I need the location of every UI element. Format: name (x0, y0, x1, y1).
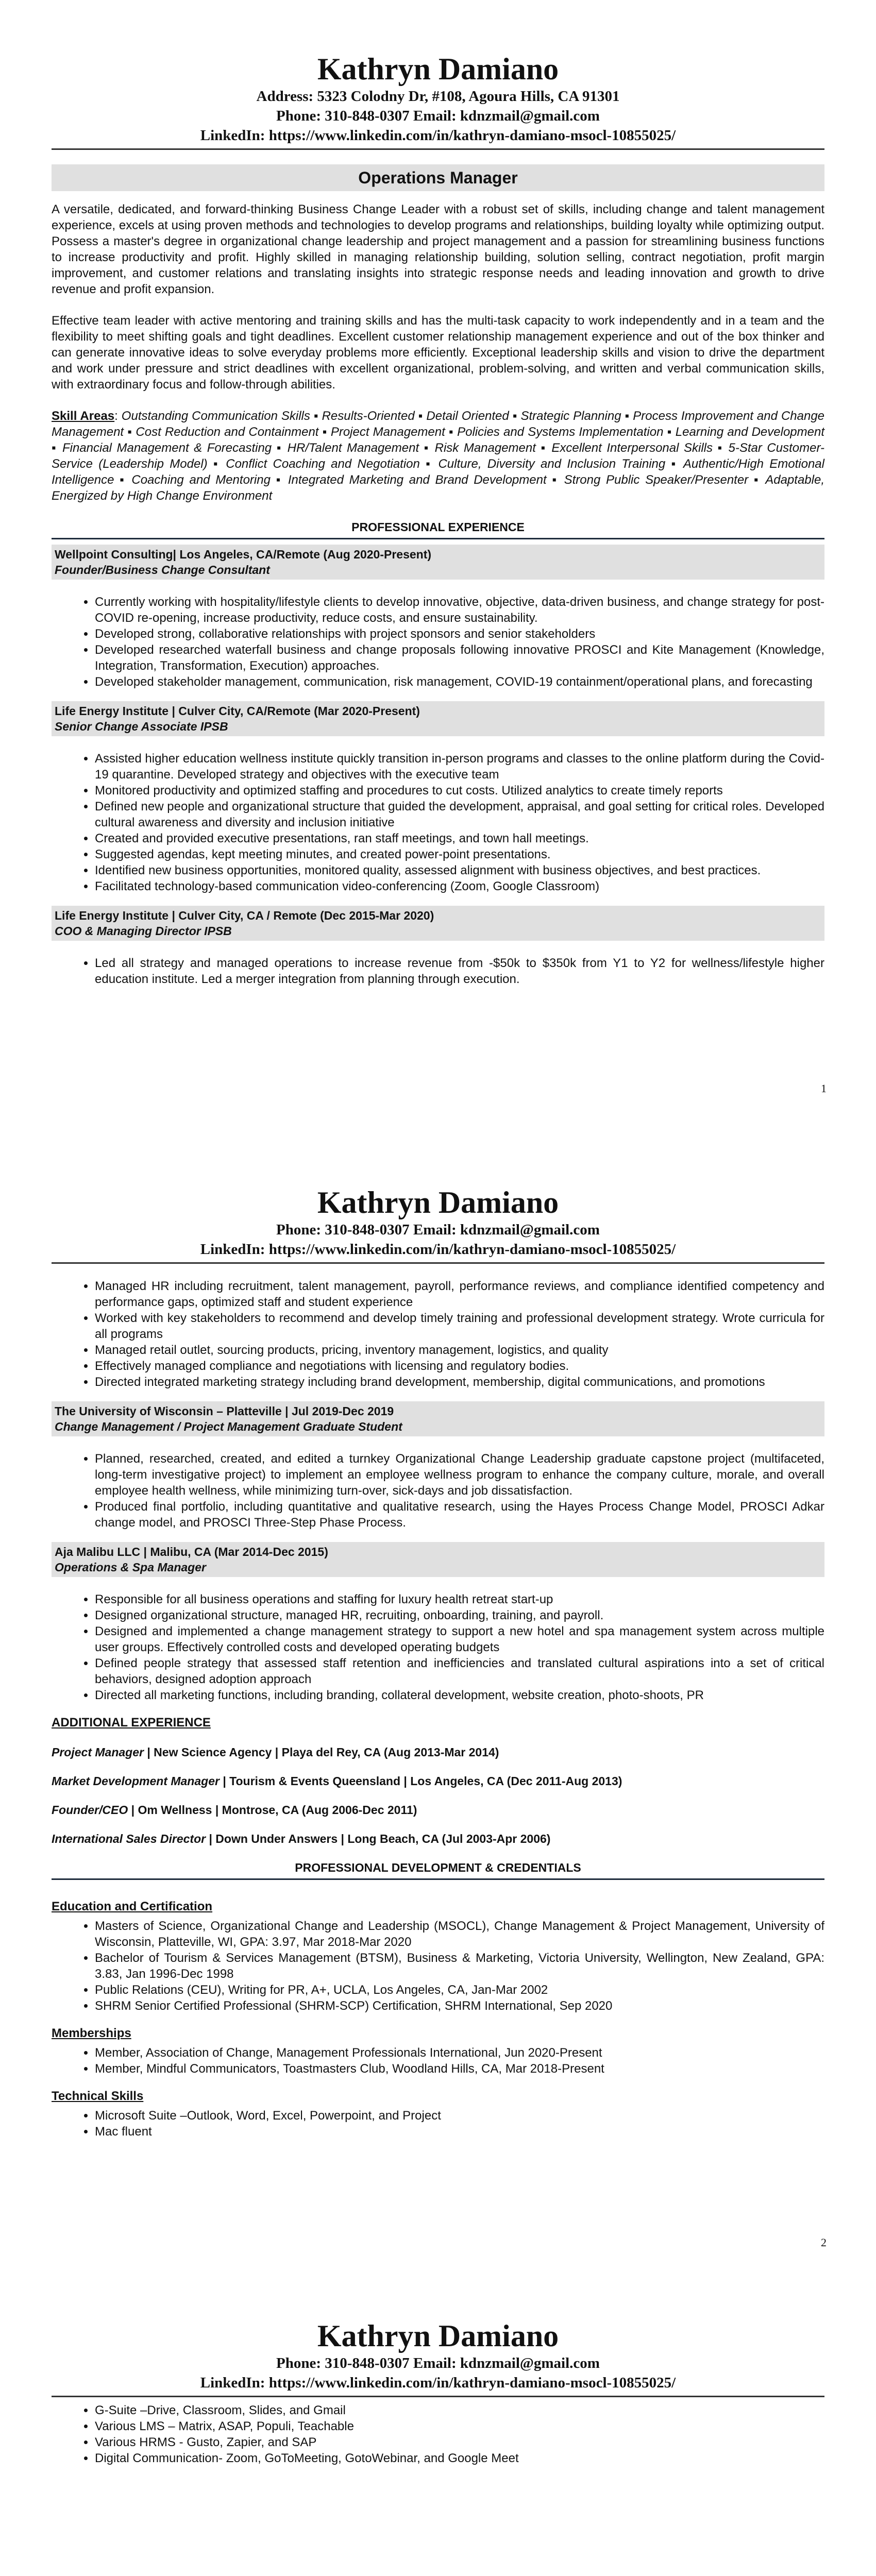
list-item: • Member, Association of Change, Management Professionals International, Jun 2020-Present (95, 2045, 824, 2061)
additional-role: Market Development Manager (52, 1774, 220, 1788)
skill-areas-list: Outstanding Communication Skills ▪ Results-Oriented ▪ Detail Oriented ▪ Strategic Planning ▪ Process Improvement and Change Management ▪ Cost Reduction and Containment ▪ Project Management ▪ Policies and Systems Implementation ▪ Learning and Development ▪ Financial Management & Forecasting ▪ HR/Talent Management ▪ Risk Management ▪ Excellent Interpersonal Skills ▪ 5-Star Customer-Service (Leadership Model) ▪ Conflict Coaching and Negotiation ▪ Culture, Diversity and Inclusion Training ▪ Authentic/High Emotional Intelligence ▪ Coaching and Mentoring ▪ Integrated Marketing and Brand Development ▪ Strong Public Speaker/Presenter ▪ Adaptable, Energized by High Change Environment (52, 409, 825, 503)
additional-experience-item (52, 1802, 824, 1818)
linkedin-line: LinkedIn: https://www.linkedin.com/in/kathryn-damiano-msocl-10855025/ (200, 127, 676, 144)
list-item: • Created and provided executive presentations, ran staff meetings, and town hall meetings. (95, 831, 824, 846)
memberships-list (69, 2045, 824, 2077)
linkedin-line: LinkedIn: https://www.linkedin.com/in/kathryn-damiano-msocl-10855025/ (200, 2375, 676, 2391)
list-item: • Developed stakeholder management, communication, risk management, COVID-19 containment/operational plans, and forecasting (95, 674, 824, 690)
list-item: • Managed retail outlet, sourcing products, pricing, inventory management, logistics, and quality (95, 1342, 824, 1358)
summary-paragraph: A versatile, dedicated, and forward-thinking Business Change Leader with a robust set of skills, including change and talent management experience, excels at using proven methods and technologies to develop programs and relationships, building loyalty while optimizing output. Possess a master's degree in organizational change leadership and project management and a passion for streamlining business functions to increase productivity and profit. Highly skilled in managing relationship building, solution selling, contract negotiation, profit margin improvement, and customer relations and translating insights into strategic response needs and leading innovation and growth to drive revenue and profit expansion. (52, 202, 824, 296)
resume-page-2 (0, 1133, 876, 2267)
technical-skills-list-continued (69, 2402, 824, 2466)
summary-paragraph: Effective team leader with active mentoring and training skills and has the multi-task capacity to work independently and in a team and the flexibility to meet shifting goals and tight deadlines. Excellent customer relationship management experience and out of the box thinker and can generate innovative ideas to solve everyday problems more efficiently. Exceptional leadership skills and vision to drive the department and work under pressure and strict deadlines with excellent organizational, problem-solving, and written and verbal communication skills, with extraordinary focus and follow-through abilities. (52, 314, 824, 392)
job-role: Change Management / Project Management Graduate Student (55, 1420, 402, 1433)
job-organization: Life Energy Institute | Culver City, CA / Remote (Dec 2015-Mar 2020) (55, 909, 434, 922)
job-organization: The University of Wisconsin – Platteville | Jul 2019-Dec 2019 (55, 1404, 394, 1418)
job-header (52, 701, 824, 736)
additional-role: Project Manager (52, 1745, 144, 1759)
additional-role: International Sales Director (52, 1832, 206, 1845)
list-item: • Managed HR including recruitment, talent management, payroll, performance reviews, and compliance identified competency and performance gaps, optimized staff and student experience (95, 1278, 824, 1310)
list-item: • G-Suite –Drive, Classroom, Slides, and Gmail (95, 2402, 824, 2418)
list-item: • Directed integrated marketing strategy including brand development, membership, digital communications, and promotions (95, 1374, 824, 1390)
job-header (52, 545, 824, 580)
job-role: Operations & Spa Manager (55, 1561, 206, 1574)
header-divider (52, 1262, 824, 1264)
resume-page-1 (0, 0, 876, 1133)
page-number: 2 (821, 2236, 827, 2249)
list-item: • Various LMS – Matrix, ASAP, Populi, Teachable (95, 2418, 824, 2434)
additional-role: Founder/CEO (52, 1803, 128, 1817)
additional-details: | Tourism & Events Queensland | Los Angeles, CA (Dec 2011-Aug 2013) (219, 1774, 622, 1788)
candidate-name: Kathryn Damiano (317, 1185, 559, 1219)
list-item: • Monitored productivity and optimized staffing and procedures to cut costs. Utilized analytics to create timely reports (95, 783, 824, 799)
job-bullets (69, 751, 824, 894)
list-item: • Bachelor of Tourism & Services Management (BTSM), Business & Marketing, Victoria University, Wellington, New Zealand, GPA: 3.83, Jan 1996-Dec 1998 (95, 1950, 824, 1982)
section-heading-memberships: Memberships (52, 2026, 131, 2040)
additional-details: | Down Under Answers | Long Beach, CA (Jul 2003-Apr 2006) (206, 1832, 551, 1845)
list-item: • Various HRMS - Gusto, Zapier, and SAP (95, 2434, 824, 2450)
page-number: 1 (821, 1082, 827, 1095)
list-item: • SHRM Senior Certified Professional (SHRM-SCP) Certification, SHRM International, Sep 2020 (95, 1998, 824, 2014)
section-heading-technical-skills: Technical Skills (52, 2089, 144, 2103)
skill-areas: Skill Areas: Outstanding Communication Skills ▪ Results-Oriented ▪ Detail Oriented ▪ Strategic Planning ▪ Process Improvement and Change Management ▪ Cost Reduction and Containment ▪ Project Management ▪ Policies and Systems Implementation ▪ Learning and Development ▪ Financial Management & Forecasting ▪ HR/Talent Management ▪ Risk Management ▪ Excellent Interpersonal Skills ▪ 5-Star Customer-Service (Leadership Model) ▪ Conflict Coaching and Negotiation ▪ Culture, Diversity and Inclusion Training ▪ Authentic/High Emotional Intelligence ▪ Coaching and Mentoring ▪ Integrated Marketing and Brand Development ▪ Strong Public Speaker/Presenter ▪ Adaptable, Energized by High Change Environment (52, 409, 825, 503)
job-role: Senior Change Associate IPSB (55, 720, 228, 733)
additional-details: | New Science Agency | Playa del Rey, CA (Aug 2013-Mar 2014) (143, 1745, 499, 1759)
list-item: • Currently working with hospitality/lifestyle clients to develop innovative, objective, data-driven business, and change strategy for post-COVID re-opening, increase productivity, reduce costs, and ensure sustainability. (95, 594, 824, 626)
linkedin-line: LinkedIn: https://www.linkedin.com/in/kathryn-damiano-msocl-10855025/ (200, 1241, 676, 1258)
section-heading-additional-experience: ADDITIONAL EXPERIENCE (52, 1716, 211, 1730)
job-header (52, 1401, 824, 1436)
contact-line: Phone: 310-848-0307 Email: kdnzmail@gmail.com (276, 2355, 600, 2371)
list-item: • Designed and implemented a change management strategy to support a new hotel and spa management system across multiple user groups. Effectively controlled costs and developed operating budgets (95, 1623, 824, 1655)
header-divider (52, 148, 824, 150)
job-entry (52, 1542, 824, 1703)
section-heading-professional-experience: PROFESSIONAL EXPERIENCE (351, 520, 525, 534)
contact-line: Phone: 310-848-0307 Email: kdnzmail@gmail.com (276, 1222, 600, 1238)
section-heading-development: PROFESSIONAL DEVELOPMENT & CREDENTIALS (295, 1861, 581, 1874)
list-item: • Member, Mindful Communicators, Toastmasters Club, Woodland Hills, CA, Mar 2018-Present (95, 2061, 824, 2077)
job-title-banner: Operations Manager (52, 164, 824, 191)
list-item: • Suggested agendas, kept meeting minutes, and created power-point presentations. (95, 846, 824, 862)
list-item: • Designed organizational structure, managed HR, recruiting, onboarding, training, and payroll. (95, 1607, 824, 1623)
list-item: • Effectively managed compliance and negotiations with licensing and regulatory bodies. (95, 1358, 824, 1374)
job-organization: Aja Malibu LLC | Malibu, CA (Mar 2014-Dec 2015) (55, 1545, 328, 1558)
job-organization: Wellpoint Consulting| Los Angeles, CA/Remote (Aug 2020-Present) (55, 548, 432, 561)
header-divider (52, 2396, 824, 2397)
candidate-name: Kathryn Damiano (317, 2319, 559, 2353)
job-role: Founder/Business Change Consultant (55, 563, 270, 577)
job-bullets-continued (69, 1278, 824, 1390)
additional-details: | Om Wellness | Montrose, CA (Aug 2006-Dec 2011) (128, 1803, 417, 1817)
list-item: • Responsible for all business operations and staffing for luxury health retreat start-up (95, 1591, 824, 1607)
job-bullets (69, 594, 824, 690)
job-header (52, 906, 824, 941)
candidate-name: Kathryn Damiano (317, 52, 559, 86)
list-item: • Facilitated technology-based communication video-conferencing (Zoom, Google Classroom) (95, 878, 824, 894)
list-item: • Worked with key stakeholders to recommend and develop timely training and professional development strategy. Wrote curricula for all programs (95, 1310, 824, 1342)
section-divider (52, 1878, 824, 1880)
contact-line: Phone: 310-848-0307 Email: kdnzmail@gmail.com (276, 108, 600, 124)
job-bullets (69, 1591, 824, 1703)
job-entry (52, 906, 824, 987)
list-item: • Masters of Science, Organizational Change and Leadership (MSOCL), Change Management & Project Management, University of Wisconsin, Platteville, WI, GPA: 3.97, Mar 2018-Mar 2020 (95, 1918, 824, 1950)
skill-areas-label: Skill Areas (52, 409, 115, 423)
additional-experience-item (52, 1773, 824, 1789)
job-entry (52, 545, 824, 690)
list-item: • Directed all marketing functions, including branding, collateral development, website creation, photo-shoots, PR (95, 1687, 824, 1703)
additional-experience-item (52, 1831, 824, 1846)
job-header (52, 1542, 824, 1577)
list-item: • Produced final portfolio, including quantitative and qualitative research, using the Hayes Process Change Model, PROSCI Adkar change model, and PROSCI Three-Step Phase Process. (95, 1499, 824, 1531)
list-item: • Assisted higher education wellness institute quickly transition in-person programs and classes to the online platform during the Covid-19 quarantine. Developed strategy and objectives with the executive team (95, 751, 824, 783)
section-divider (52, 538, 824, 539)
list-item: • Planned, researched, created, and edited a turnkey Organizational Change Leadership graduate capstone project (multifaceted, long-term investigative project) to implement an employee wellness program to enhance the company culture, morale, and overall employee health wellness, while minimizing turn-over, sick-days and job dissatisfaction. (95, 1451, 824, 1499)
address-line: Address: 5323 Colodny Dr, #108, Agoura Hills, CA 91301 (256, 88, 620, 105)
section-heading-education: Education and Certification (52, 1900, 213, 1913)
list-item: • Developed researched waterfall business and change proposals following innovative PROSCI and Kite Management (Knowledge, Integration, Transformation, Execution) approaches. (95, 642, 824, 674)
list-item: • Identified new business opportunities, monitored quality, assessed alignment with business objectives, and best practices. (95, 862, 824, 878)
job-organization: Life Energy Institute | Culver City, CA/Remote (Mar 2020-Present) (55, 704, 420, 718)
technical-skills-list (69, 2108, 824, 2140)
list-item: • Led all strategy and managed operations to increase revenue from -$50k to $350k from Y1 to Y2 for wellness/lifestyle higher education institute. Led a merger integration from planning through execution. (95, 955, 824, 987)
job-role: COO & Managing Director IPSB (55, 924, 232, 938)
list-item: • Mac fluent (95, 2124, 824, 2140)
job-bullets (69, 1451, 824, 1531)
list-item: • Defined people strategy that assessed staff retention and inefficiencies and translated cultural aspirations into a set of critical behaviors, designed adoption approach (95, 1655, 824, 1687)
education-list (69, 1918, 824, 2014)
job-bullets (69, 955, 824, 987)
job-entry (52, 701, 824, 894)
job-entry (52, 1401, 824, 1531)
list-item: • Developed strong, collaborative relationships with project sponsors and senior stakeholders (95, 626, 824, 642)
additional-experience-item (52, 1744, 824, 1760)
list-item: • Defined new people and organizational structure that guided the development, appraisal, and goal setting for critical roles. Developed cultural awareness and diversity and inclusion initiative (95, 799, 824, 831)
list-item: • Public Relations (CEU), Writing for PR, A+, UCLA, Los Angeles, CA, Jan-Mar 2002 (95, 1982, 824, 1998)
resume-page-3 (0, 2267, 876, 2576)
list-item: • Digital Communication- Zoom, GoToMeeting, GotoWebinar, and Google Meet (95, 2450, 824, 2466)
list-item: • Microsoft Suite –Outlook, Word, Excel, Powerpoint, and Project (95, 2108, 824, 2124)
